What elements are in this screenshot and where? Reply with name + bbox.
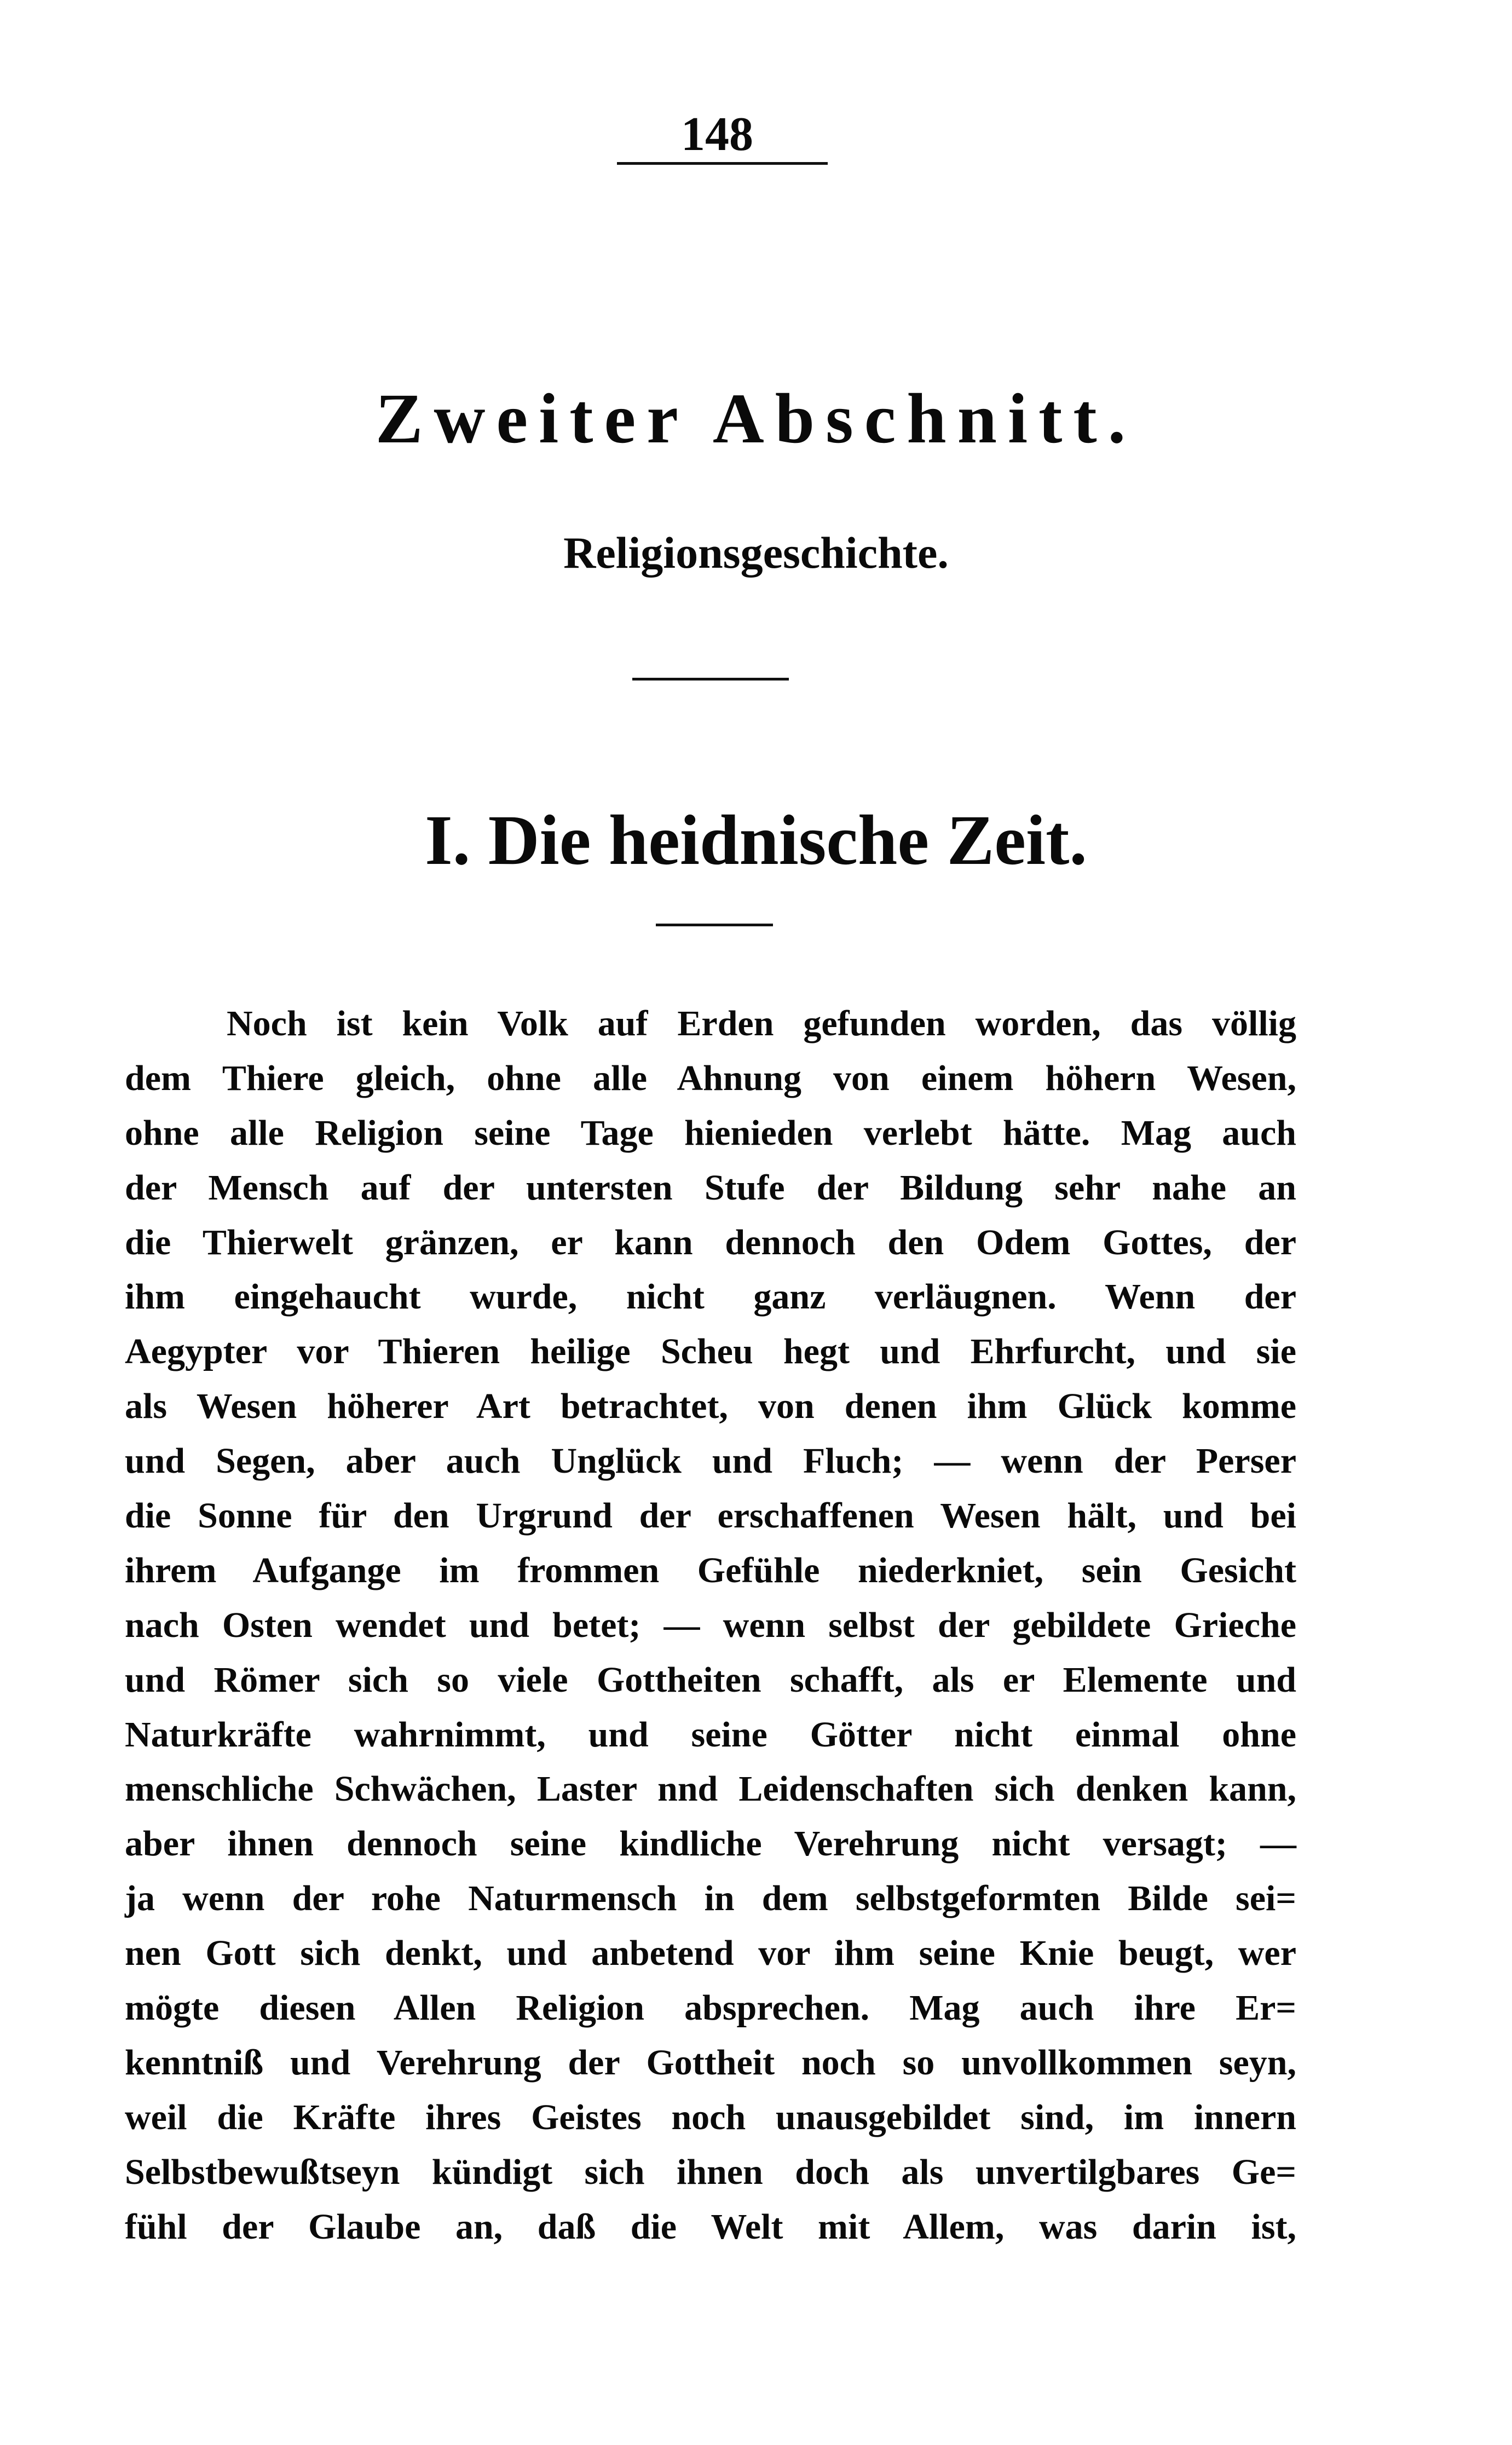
text-line: kenntniß und Verehrung der Gottheit noch so unvollkommen seyn, [125, 2042, 1296, 2083]
text-line: ja wenn der rohe Naturmensch in dem selbstgeformten Bilde sei= [125, 1878, 1296, 1919]
section-subtitle: Religionsgeschichte. [563, 528, 949, 578]
text-line: ihm eingehaucht wurde, nicht ganz verläugnen. Wenn der [125, 1277, 1296, 1317]
body-text [125, 996, 1296, 2254]
text-line: weil die Kräfte ihres Geistes noch unausgebildet sind, im innern [125, 2097, 1296, 2137]
text-line: die Thierwelt gränzen, er kann dennoch den Odem Gottes, der [125, 1222, 1296, 1262]
section-divider [632, 678, 789, 681]
text-line: menschliche Schwächen, Laster nnd Leidenschaften sich denken kann, [125, 1769, 1296, 1809]
chapter-heading: I. Die heidnische Zeit. [425, 801, 1087, 880]
page-number: 148 [681, 108, 753, 161]
text-line: aber ihnen dennoch seine kindliche Verehrung nicht versagt; — [125, 1824, 1296, 1864]
text-line: fühl der Glaube an, daß die Welt mit Allem, was darin ist, [125, 2206, 1296, 2247]
text-line: und Segen, aber auch Unglück und Fluch; — wenn der Perser [125, 1441, 1296, 1481]
text-line: nen Gott sich denkt, und anbetend vor ihm seine Knie beugt, wer [125, 1933, 1296, 1974]
text-line: ihrem Aufgange im frommen Gefühle niederkniet, sein Gesicht [125, 1550, 1296, 1590]
section-title: Zweiter Abschnitt. [375, 379, 1137, 458]
page-number-rule [617, 162, 828, 165]
text-line: dem Thiere gleich, ohne alle Ahnung von einem höhern Wesen, [125, 1058, 1296, 1098]
text-line: Aegypter vor Thieren heilige Scheu hegt und Ehrfurcht, und sie [125, 1331, 1296, 1372]
chapter-divider [656, 924, 773, 926]
text-line: der Mensch auf der untersten Stufe der Bildung sehr nahe an [125, 1167, 1296, 1208]
text-line: als Wesen höherer Art betrachtet, von denen ihm Glück komme [125, 1386, 1296, 1427]
text-line: Noch ist kein Volk auf Erden gefunden worden, das völlig [227, 1004, 1296, 1043]
text-line: Selbstbewußtseyn kündigt sich ihnen doch als unvertilgbares Ge= [125, 2152, 1296, 2192]
text-line: Naturkräfte wahrnimmt, und seine Götter nicht einmal ohne [125, 1714, 1296, 1755]
text-line: mögte diesen Allen Religion absprechen. Mag auch ihre Er= [125, 1988, 1296, 2028]
text-line: nach Osten wendet und betet; — wenn selbst der gebildete Grieche [125, 1605, 1296, 1645]
text-line: und Römer sich so viele Gottheiten schafft, als er Elemente und [125, 1659, 1296, 1700]
text-line: die Sonne für den Urgrund der erschaffenen Wesen hält, und bei [125, 1496, 1296, 1536]
text-line: ohne alle Religion seine Tage hienieden verlebt hätte. Mag auch [125, 1112, 1296, 1153]
